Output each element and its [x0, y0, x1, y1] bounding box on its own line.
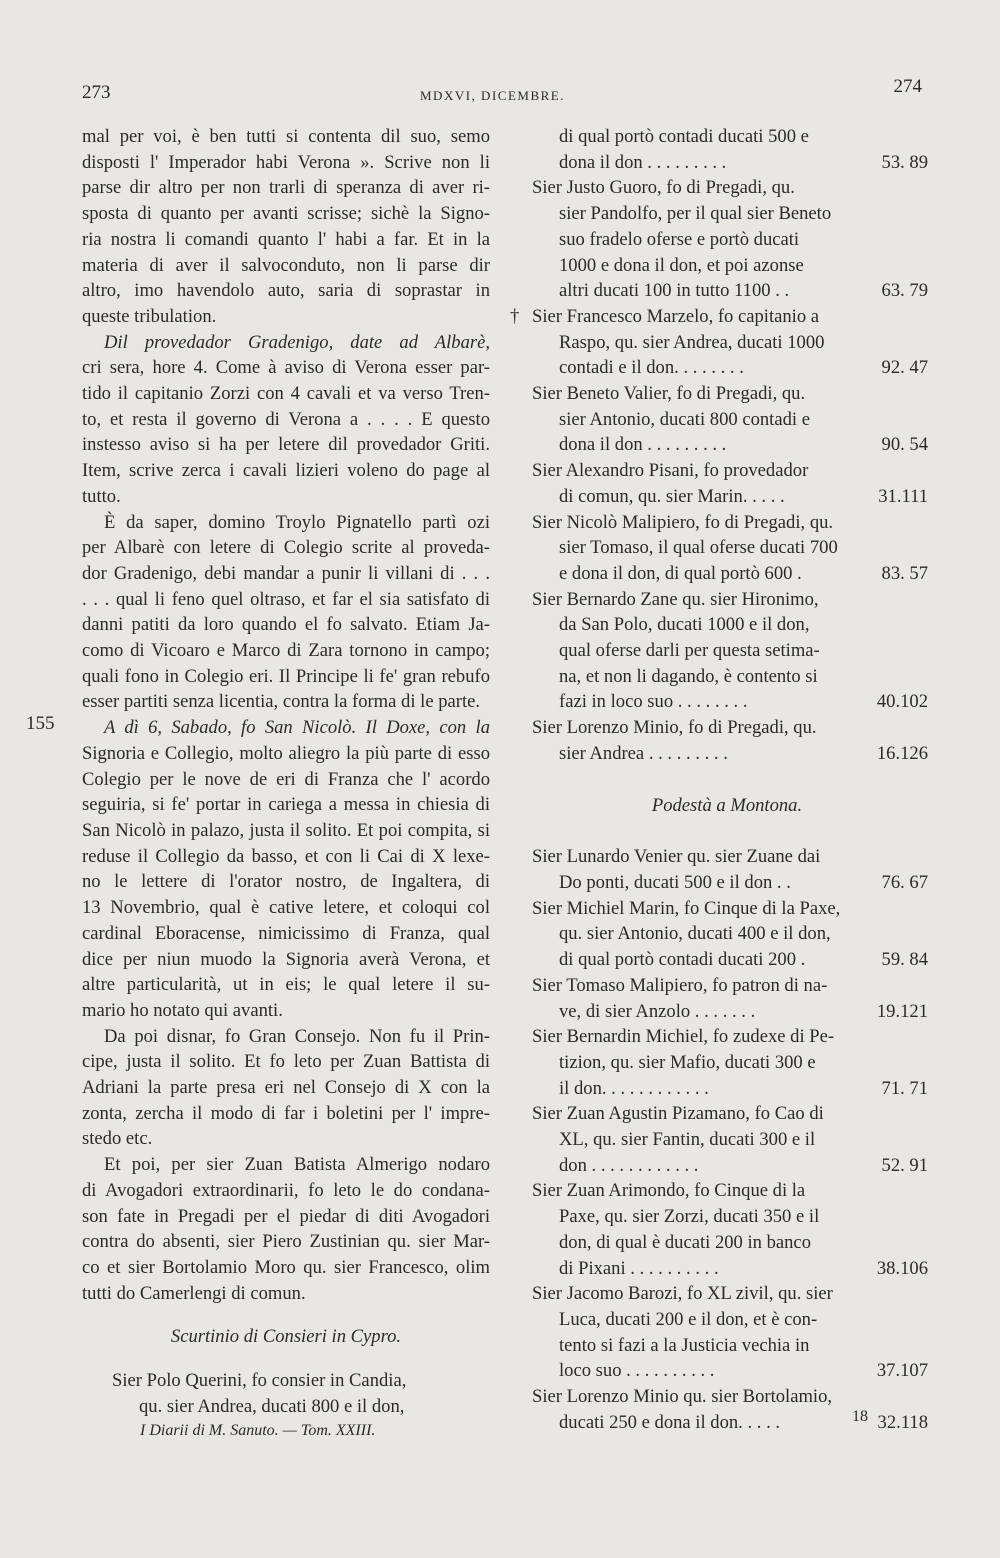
entry-line: Sier Zuan Agustin Pizamano, fo Cao di: [532, 1103, 824, 1125]
text-line: San Nicolò in palazo, justa il solito. Et poi compita, si: [82, 819, 490, 841]
entry-line: sier Antonio, ducati 800 contadi e: [559, 408, 810, 430]
entry-line: Sier Beneto Valier, fo di Pregadi, qu.: [532, 383, 806, 405]
vote-count: 90. 54: [881, 434, 928, 456]
vote-count: 16.126: [876, 742, 928, 764]
text-line: Et poi, per sier Zuan Batista Almerigo nodaro: [104, 1154, 490, 1176]
entry-line: Do ponti, ducati 500 e il don . .: [559, 871, 791, 893]
text-line: mario ho notato qui avanti.: [82, 999, 283, 1021]
entry-line: don, di qual è ducati 200 in banco: [559, 1231, 811, 1253]
entry-line: Sier Justo Guoro, fo di Pregadi, qu.: [532, 177, 795, 199]
entry-line: Sier Francesco Marzelo, fo capitanio a †: [532, 304, 922, 330]
text-line: altro, imo havendolo auto, saria di soprastar in: [82, 280, 490, 302]
text-line: no le lettere di l'orator nostro, de Ingaltera, di: [82, 871, 490, 893]
text-line: tido il capitanio Zorzi con 4 cavali et va verso Tren-: [82, 383, 490, 405]
entry-line: ducati 250 e dona il don. . . . .: [559, 1411, 781, 1433]
text-line: como di Vicoaro e Marco di Zara tornono in campo;: [82, 640, 490, 662]
entry-line: Sier Tomaso Malipiero, fo patron di na-: [532, 974, 828, 996]
text-line: qu. sier Andrea, ducati 800 e il don,: [139, 1395, 405, 1417]
list-item: [532, 715, 928, 766]
text-line: Da poi disnar, fo Gran Consejo. Non fu il Prin-: [104, 1025, 490, 1047]
vote-count: 40.102: [876, 691, 928, 713]
text-line: tutti do Camerlengi di comun.: [82, 1282, 306, 1304]
list-item: [532, 1024, 928, 1101]
running-head: MDXVI, DICEMBRE.: [420, 88, 565, 103]
entry-line: Sier Alexandro Pisani, fo provedador: [532, 460, 809, 482]
text-line: zonta, zercha il modo di far i boletini per l' impre-: [82, 1102, 490, 1124]
text-line: altre particularità, ut in eis; le qual letere il su-: [82, 974, 490, 996]
vote-count: 19.121: [876, 1000, 928, 1022]
entry-line: qual oferse darli per questa setima-: [559, 640, 820, 662]
text-line: son fate in Pregadi per el piedar di diti Avogadori: [82, 1205, 490, 1227]
text-line: dice per niun muodo la Signoria averà Verona, et: [82, 948, 490, 970]
right-column: [510, 124, 928, 1435]
entry-line: Luca, ducati 200 e il don, et è con-: [559, 1308, 818, 1330]
entry-line: don . . . . . . . . . . . .: [559, 1154, 699, 1176]
footer-citation: I Diarii di M. Sanuto. — Tom. XXIII.: [140, 1422, 376, 1439]
text-line: contra do absenti, sier Piero Zustinian qu. sier Mar-: [82, 1231, 490, 1253]
text-line: reduse il Collegio da basso, et con li Cai di X lexe-: [82, 845, 490, 867]
text-line: Dil provedador Gradenigo, date ad Albarè,: [104, 331, 490, 353]
entry-line: e dona il don, di qual portò 600 .: [559, 562, 802, 584]
entry-line: Sier Jacomo Barozi, fo XL zivil, qu. sier: [532, 1283, 833, 1305]
text-line: to, et resta il governo di Verona a . . . . E questo: [82, 408, 490, 430]
vote-count: 38.106: [876, 1257, 928, 1279]
text-line: Item, scrive zerca i cavali lizieri voleno do page al: [82, 460, 490, 482]
list-item: [532, 458, 928, 509]
vote-count: 76. 67: [881, 871, 928, 893]
vote-count: 92. 47: [881, 357, 928, 379]
text-line: instesso aviso si ha per letere dil provedador Griti.: [82, 434, 490, 456]
entry-line: di Pixani . . . . . . . . . .: [559, 1257, 719, 1279]
section-heading: Podestà a Montona.: [651, 794, 803, 816]
entry-line: tizion, qu. sier Mafio, ducati 300 e: [559, 1051, 816, 1073]
entry-line: Sier Zuan Arimondo, fo Cinque di la: [532, 1180, 806, 1202]
text-line: cipe, justa il solito. Et fo leto per Zuan Battista di: [82, 1051, 490, 1073]
section-heading: Scurtinio di Consieri in Cypro.: [170, 1326, 402, 1348]
entry-line: contadi e il don. . . . . . . .: [559, 357, 744, 379]
vote-count: 53. 89: [881, 151, 928, 173]
text-line: cri sera, hore 4. Come à aviso di Verona esser par-: [82, 357, 490, 379]
entry-line: sier Pandolfo, per il qual sier Beneto: [559, 203, 832, 225]
entry-line: Sier Lorenzo Minio, fo di Pregadi, qu.: [532, 717, 817, 739]
entry-line: il don. . . . . . . . . . . .: [559, 1077, 709, 1099]
entry-line: na, et non li dagando, è contento si: [559, 665, 818, 687]
text-line: cardinal Eboracense, nimicissimo di Franza, qual: [82, 922, 490, 944]
entry-line: sier Andrea . . . . . . . . .: [559, 742, 728, 764]
text-line: disposti l' Imperador habi Verona ». Scrive non li: [82, 151, 490, 173]
vote-count: 63. 79: [881, 280, 928, 302]
entry-line: qu. sier Antonio, ducati 400 e il don,: [559, 923, 831, 945]
text-line: Adriani la parte presa eri nel Consejo di X con la: [82, 1077, 490, 1099]
text-line: 13 Novembrio, qual è cative letere, et coloqui col: [82, 897, 490, 919]
vote-count: 31.111: [878, 485, 928, 507]
list-item: [532, 844, 928, 895]
text-line: A dì 6, Sabado, fo San Nicolò. Il Doxe, con la: [104, 717, 490, 739]
entry-line: da San Polo, ducati 1000 e il don,: [559, 614, 810, 636]
list-item: [532, 973, 928, 1024]
list-item: [532, 587, 928, 716]
text-line: quali fono in Colegio eri. Il Principe li fe' gran rebufo: [82, 665, 490, 687]
left-column: [82, 124, 490, 1419]
entry-line: dona il don . . . . . . . . .: [559, 151, 727, 173]
entry-line: Sier Lorenzo Minio qu. sier Bortolamio,: [532, 1386, 833, 1408]
entry-line: 1000 e dona il don, et poi azonse: [559, 254, 804, 276]
entry-line: altri ducati 100 in tutto 1100 . .: [559, 280, 790, 302]
entry-line: di qual portò contadi ducati 200 .: [559, 949, 806, 971]
text-line: Signoria e Collegio, molto aliegro la più parte di esso: [82, 742, 490, 764]
entry-line: Sier Michiel Marin, fo Cinque di la Paxe,: [532, 897, 841, 919]
text-line: È da saper, domino Troylo Pignatello partì ozi: [104, 511, 490, 533]
vote-count: 71. 71: [881, 1077, 928, 1099]
vote-count: 52. 91: [881, 1154, 928, 1176]
list-item: [532, 175, 928, 304]
text-line: stedo etc.: [82, 1128, 153, 1150]
text-line: per Albarè con letere di Colegio scrite al proveda-: [82, 537, 490, 559]
entry-line: dona il don . . . . . . . . .: [559, 434, 727, 456]
text-line: materia di aver il salvoconduto, non li parse dir: [82, 254, 490, 276]
vote-count: 59. 84: [881, 949, 928, 971]
entry-line: XL, qu. sier Fantin, ducati 300 e il: [559, 1129, 816, 1151]
list-item: [510, 304, 928, 381]
entry-line: fazi in loco suo . . . . . . . .: [559, 691, 748, 713]
text-line: . . . qual li feno quel oltraso, et far el sia satisfato di: [82, 588, 490, 610]
text-line: dor Gradenigo, debi mandar a punir li villani di . . .: [82, 562, 490, 584]
page-number-left: 273: [82, 82, 111, 103]
text-line: di Avogadori extraordinarii, fo leto le do condana-: [82, 1179, 490, 1201]
entry-line: Sier Bernardin Michiel, fo zudexe di Pe-: [532, 1026, 835, 1048]
entry-line: di comun, qu. sier Marin. . . . .: [559, 485, 785, 507]
vote-count: 37.107: [876, 1360, 928, 1382]
vote-count: 83. 57: [881, 562, 928, 584]
text-line: ria nostra li comandi quanto l' habi a far. Et in la: [82, 228, 490, 250]
list-item: [532, 896, 928, 973]
entry-line: Sier Lunardo Venier qu. sier Zuane dai: [532, 846, 821, 868]
text-line: danni patiti da loro quando el fo salvato. Etiam Ja-: [82, 614, 490, 636]
cross-mark: †: [510, 305, 520, 327]
entry-line: tento si fazi a la Justicia vechia in: [559, 1334, 810, 1356]
list-item: [532, 381, 928, 458]
text-line: Sier Polo Querini, fo consier in Candia,: [112, 1370, 407, 1392]
list-item: [532, 1101, 928, 1178]
text-line: Colegio per le nove de eri di Franza che l' acordo: [82, 768, 490, 790]
entry-line: Paxe, qu. sier Zorzi, ducati 350 e il: [559, 1206, 820, 1228]
list-item: [532, 1178, 928, 1281]
text-line: tutto.: [82, 485, 121, 507]
page-number-right: 274: [893, 76, 922, 97]
text-line: sposta di quanto per avanti scrisse; sichè la Signo-: [82, 203, 490, 225]
text-line: parse dir altro per non trarli di speranza di aver ri-: [82, 177, 490, 199]
entry-line: Sier Nicolò Malipiero, fo di Pregadi, qu.: [532, 511, 834, 533]
text-line: mal per voi, è ben tutti si contenta dil suo, semo: [82, 126, 490, 147]
entry-line: ve, di sier Anzolo . . . . . . .: [559, 1000, 756, 1022]
list-item: [532, 1281, 928, 1384]
text-line: seguiria, si fe' portar in cariega a messa in chiesia di: [82, 794, 490, 816]
text-line: queste tribulation.: [82, 305, 217, 327]
entry-line: Sier Bernardo Zane qu. sier Hironimo,: [532, 588, 819, 610]
margin-number: 155: [26, 713, 55, 734]
signature-mark: 18: [852, 1408, 868, 1425]
text-line: esser partiti senza licentia, contra la forma di le parte.: [82, 691, 481, 713]
entry-line: suo fradelo oferse e portò ducati: [559, 228, 800, 250]
entry-line: loco suo . . . . . . . . . .: [559, 1360, 715, 1382]
entry-line: sier Tomaso, il qual oferse ducati 700: [559, 537, 838, 559]
entry-line: Raspo, qu. sier Andrea, ducati 1000: [559, 331, 825, 353]
list-item: [532, 124, 928, 175]
list-item: [532, 510, 928, 587]
vote-count: 32.118: [877, 1411, 928, 1433]
entry-line: di qual portò contadi ducati 500 e: [559, 126, 809, 147]
text-line: co et sier Bortolamio Moro qu. sier Francesco, olim: [82, 1256, 490, 1278]
